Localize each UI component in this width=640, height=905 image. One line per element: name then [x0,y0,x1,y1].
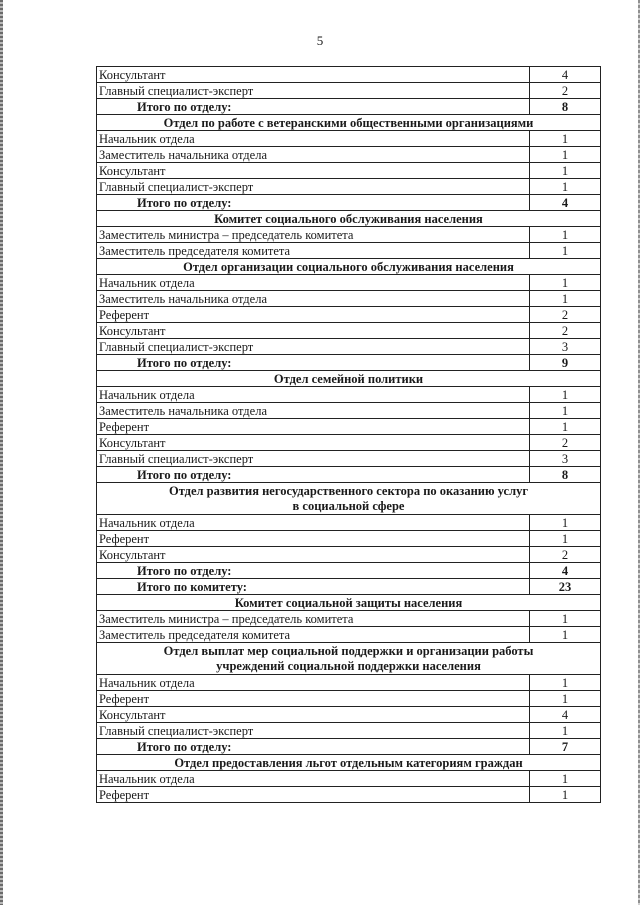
section-header-row [97,259,601,275]
total-row [97,579,601,595]
position-count: 1 [530,675,601,691]
position-row [97,339,601,355]
position-name: Главный специалист-эксперт [97,723,530,739]
position-name: Заместитель председателя комитета [97,627,530,643]
section-title-line: учреждений социальной поддержки населения [216,659,481,673]
position-name: Заместитель министра – председатель комитета [97,611,530,627]
position-row [97,435,601,451]
total-row [97,355,601,371]
position-count: 3 [530,339,601,355]
position-row [97,627,601,643]
staffing-table [96,66,601,803]
position-name: Начальник отдела [97,771,530,787]
position-row [97,419,601,435]
position-row [97,387,601,403]
section-title-line: Отдел развития негосударственного сектора по оказанию услуг [168,484,529,498]
position-count: 1 [530,787,601,803]
position-name: Главный специалист-эксперт [97,451,530,467]
position-name: Заместитель начальника отдела [97,403,530,419]
total-label: Итого по отделу: [97,739,530,755]
position-row [97,451,601,467]
total-row [97,563,601,579]
position-name: Заместитель министра – председатель комитета [97,227,530,243]
position-count: 1 [530,403,601,419]
position-row [97,275,601,291]
position-row [97,515,601,531]
section-title-line: Отдел по работе с ветеранскими общественными организациями [163,116,534,130]
section-title-line: Отдел организации социального обслуживания населения [183,260,514,274]
total-label: Итого по комитету: [97,579,530,595]
position-row [97,83,601,99]
position-count: 4 [530,707,601,723]
position-row [97,531,601,547]
position-name: Консультант [97,323,530,339]
total-row [97,99,601,115]
position-row [97,179,601,195]
position-name: Главный специалист-эксперт [97,339,530,355]
position-row [97,691,601,707]
page-number: 5 [316,33,324,48]
section-header-row [97,115,601,131]
section-title-line: Отдел семейной политики [273,372,424,386]
position-name: Референт [97,307,530,323]
position-count: 3 [530,451,601,467]
section-title [97,259,601,275]
position-row [97,723,601,739]
position-count: 1 [530,291,601,307]
position-count: 1 [530,531,601,547]
section-title [97,755,601,771]
position-row [97,787,601,803]
position-row [97,163,601,179]
total-label: Итого по отделу: [97,563,530,579]
position-row [97,323,601,339]
section-title-line: Отдел предоставления льгот отдельным категориям граждан [174,756,523,770]
total-count: 4 [530,195,601,211]
position-name: Начальник отдела [97,515,530,531]
section-title-line: Комитет социальной защиты населения [234,596,463,610]
position-count: 2 [530,323,601,339]
section-title [97,115,601,131]
position-count: 1 [530,419,601,435]
total-label: Итого по отделу: [97,467,530,483]
total-label: Итого по отделу: [97,195,530,211]
position-row [97,243,601,259]
section-header-row [97,643,601,675]
position-row [97,611,601,627]
total-count: 7 [530,739,601,755]
position-name: Консультант [97,547,530,563]
total-count: 8 [530,99,601,115]
position-row [97,707,601,723]
position-name: Референт [97,419,530,435]
position-name: Консультант [97,67,530,83]
section-title-line: Отдел выплат мер социальной поддержки и организации работы [163,644,534,658]
position-row [97,291,601,307]
section-title-line: Комитет социального обслуживания населения [214,212,483,226]
position-count: 1 [530,387,601,403]
section-title [97,483,601,515]
position-count: 1 [530,163,601,179]
position-name: Заместитель начальника отдела [97,147,530,163]
total-row [97,195,601,211]
position-name: Начальник отдела [97,275,530,291]
position-count: 1 [530,627,601,643]
staffing-table-body [97,67,601,803]
position-count: 1 [530,131,601,147]
position-count: 1 [530,227,601,243]
position-count: 1 [530,723,601,739]
position-count: 1 [530,147,601,163]
position-count: 1 [530,611,601,627]
position-row [97,547,601,563]
section-header-row [97,595,601,611]
position-name: Референт [97,691,530,707]
position-name: Референт [97,787,530,803]
position-count: 1 [530,243,601,259]
position-row [97,307,601,323]
position-name: Начальник отдела [97,387,530,403]
total-count: 4 [530,563,601,579]
position-count: 2 [530,307,601,323]
section-header-row [97,755,601,771]
position-count: 2 [530,547,601,563]
position-row [97,403,601,419]
position-count: 1 [530,691,601,707]
position-name: Главный специалист-эксперт [97,83,530,99]
position-name: Консультант [97,707,530,723]
total-count: 23 [530,579,601,595]
position-row [97,227,601,243]
position-row [97,67,601,83]
section-title [97,371,601,387]
position-name: Главный специалист-эксперт [97,179,530,195]
section-header-row [97,211,601,227]
section-title [97,595,601,611]
position-name: Начальник отдела [97,131,530,147]
total-label: Итого по отделу: [97,355,530,371]
position-count: 1 [530,515,601,531]
section-title-line: в социальной сфере [292,499,405,513]
section-title [97,643,601,675]
position-count: 2 [530,435,601,451]
position-count: 2 [530,83,601,99]
scan-left-edge [0,0,3,905]
total-label: Итого по отделу: [97,99,530,115]
position-count: 1 [530,771,601,787]
position-count: 4 [530,67,601,83]
position-name: Начальник отдела [97,675,530,691]
position-name: Заместитель начальника отдела [97,291,530,307]
total-row [97,467,601,483]
section-title [97,211,601,227]
position-count: 1 [530,275,601,291]
section-header-row [97,483,601,515]
position-name: Консультант [97,163,530,179]
total-count: 8 [530,467,601,483]
position-name: Консультант [97,435,530,451]
position-row [97,131,601,147]
position-count: 1 [530,179,601,195]
position-row [97,675,601,691]
position-row [97,147,601,163]
total-count: 9 [530,355,601,371]
position-name: Заместитель председателя комитета [97,243,530,259]
total-row [97,739,601,755]
position-row [97,771,601,787]
position-name: Референт [97,531,530,547]
section-header-row [97,371,601,387]
